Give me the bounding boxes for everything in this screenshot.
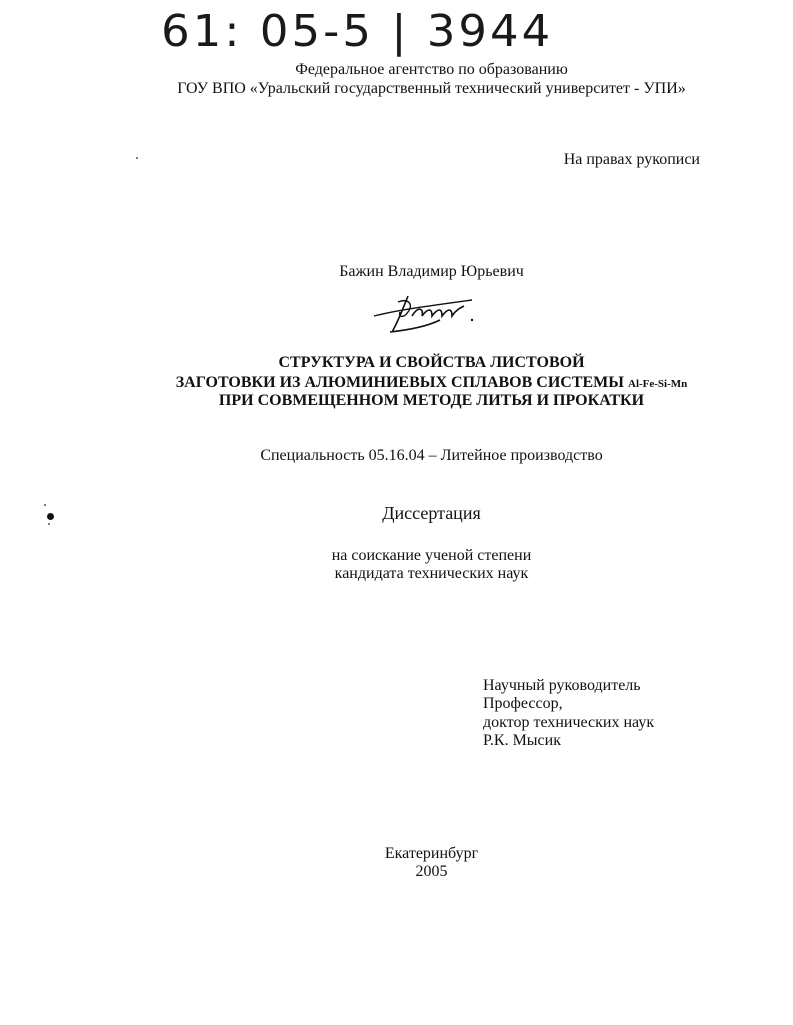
title-line-1: СТРУКТУРА И СВОЙСТВА ЛИСТОВОЙ [278,354,585,371]
scan-speck-small [48,523,50,525]
university-line: ГОУ ВПО «Уральский государственный технический университет - УПИ» [177,80,686,97]
city: Екатеринбург [384,845,479,862]
author-name: Бажин Владимир Юрьевич [339,263,524,280]
title-line-3: ПРИ СОВМЕЩЕННОМ МЕТОДЕ ЛИТЬЯ И ПРОКАТКИ [218,392,645,409]
year: 2005 [415,863,448,880]
specialty-line: Специальность 05.16.04 – Литейное производство [260,447,603,464]
rights-note: На правах рукописи [563,151,700,168]
agency-line: Федеральное агентство по образованию [295,61,568,78]
scan-speck-small [136,157,138,159]
supervisor-label: Научный руководитель [483,677,641,694]
supervisor-position: Профессор, [483,695,563,712]
supervisor-name: Р.К. Мысик [483,732,561,749]
supervisor-degree: доктор технических наук [483,714,655,731]
alloy-system: Al-Fe-Si-Mn [628,378,688,390]
degree-line-2: кандидата технических наук [334,565,529,582]
handwritten-catalog-number: 61: 05-5 | 3944 [161,6,554,57]
degree-line-1: на соискание ученой степени [331,547,532,564]
scan-speck [47,513,54,520]
dissertation-label: Диссертация [382,503,481,523]
scan-speck-small [44,504,46,506]
title-line-2-main: ЗАГОТОВКИ ИЗ АЛЮМИНИЕВЫХ СПЛАВОВ СИСТЕМЫ [175,374,628,391]
author-signature [368,286,488,340]
